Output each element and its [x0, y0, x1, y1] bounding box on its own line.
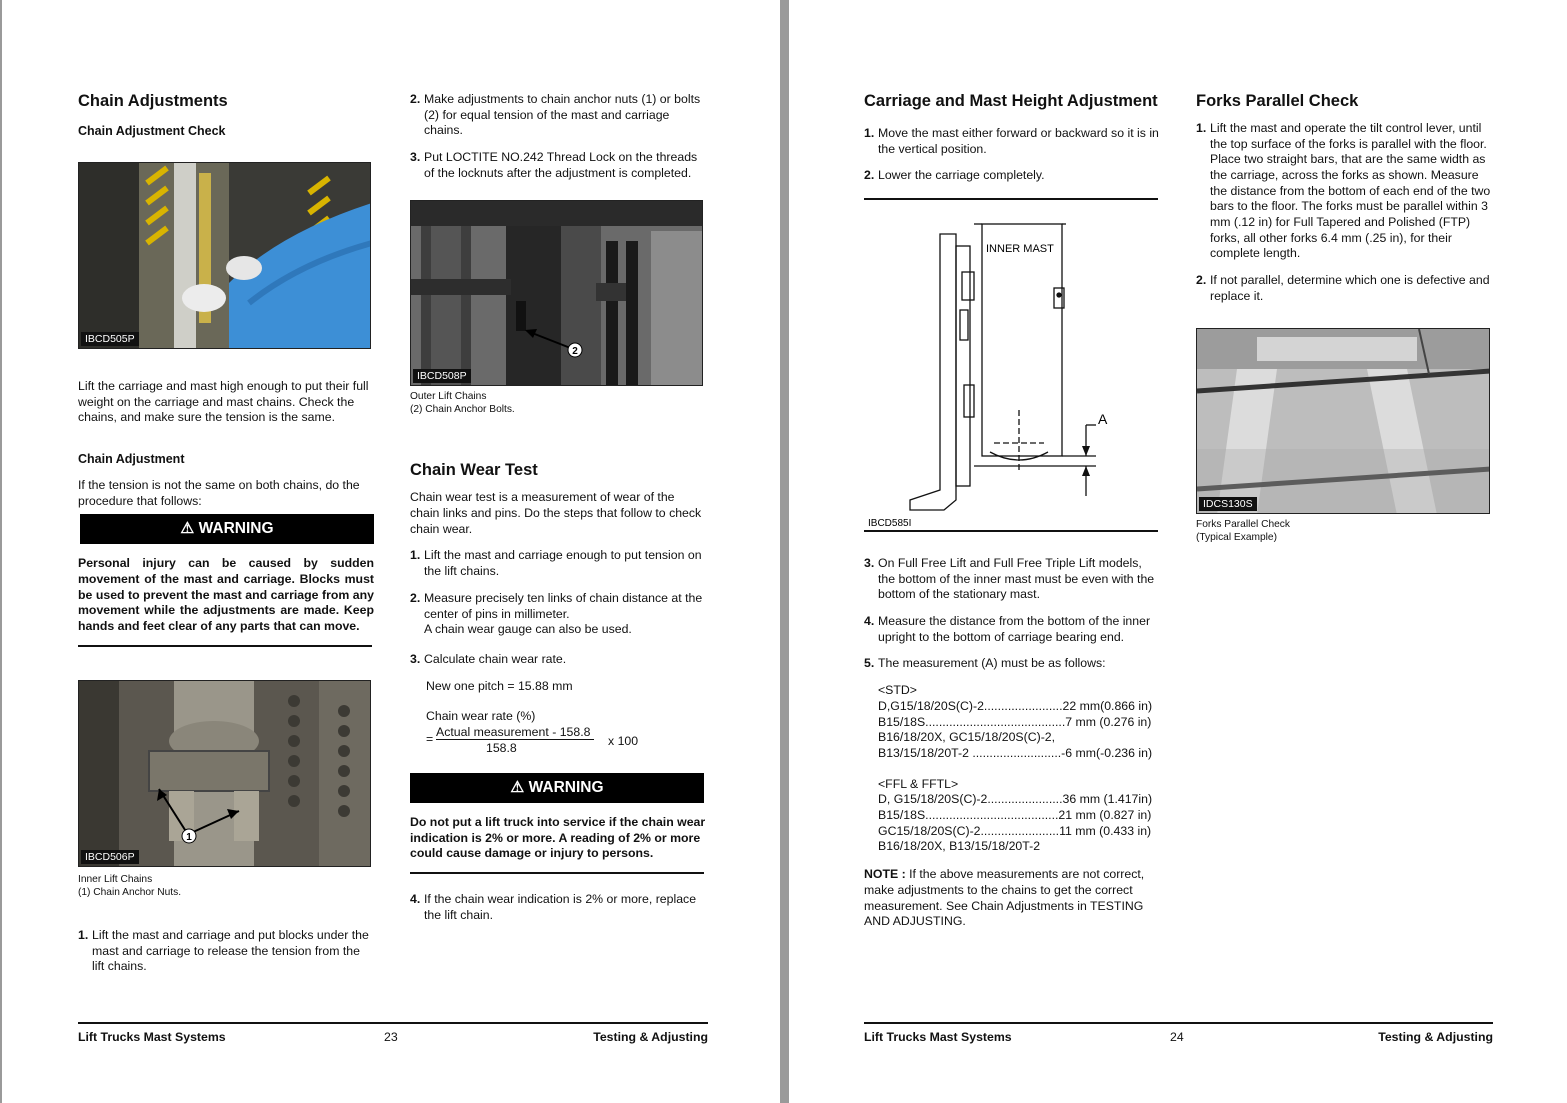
outer-lift-chains-image [411, 201, 703, 386]
divider [78, 645, 372, 647]
diagram-label: INNER MAST [986, 242, 1054, 255]
step-number: 1. [864, 125, 875, 140]
list-item [1196, 121, 1492, 262]
list-item [1196, 273, 1492, 304]
step-text: Lift the mast and operate the tilt control lever, until the top surface of the forks is parallel with the floor. Place two straight bars, that are the same width as the carriage, across the forks as shown. Measure the distance from the bottom of each end of the two bars to the floor. The forks must be parallel within 3 mm (.12 in) for Full Tapered and Polished (FTP) forks, all other forks 6.4 mm (.25 in), for their complete length. [1210, 120, 1491, 261]
left-column-1 [78, 92, 374, 986]
step-number: 2. [1196, 273, 1207, 288]
step-number: 4. [864, 614, 875, 629]
subsection-title: Chain Adjustment Check [78, 123, 226, 138]
page-number: 23 [384, 1030, 398, 1044]
step-list [864, 556, 1160, 672]
subsection-title: Chain Adjustment [78, 451, 185, 466]
step-number: 3. [864, 555, 875, 570]
step-text: If the chain wear indication is 2% or more, replace the lift chain. [424, 892, 697, 922]
std-spec-block [864, 683, 1160, 762]
step-text: A chain wear gauge can also be used. [424, 622, 632, 637]
step-list [410, 548, 706, 667]
callout-number: 2 [572, 345, 578, 357]
warning-banner [80, 514, 374, 544]
spec-heading: <FFL & FFTL> [878, 776, 959, 791]
list-item [410, 652, 706, 668]
step-text: The measurement (A) must be as follows: [878, 656, 1106, 671]
warning-label: WARNING [198, 520, 274, 538]
spec-line: B16/18/20X, GC15/18/20S(C)-2, [878, 730, 1056, 745]
warning-banner [410, 773, 704, 803]
divider [864, 530, 1158, 532]
warning-label: WARNING [528, 779, 604, 797]
right-column-1 [864, 92, 1160, 930]
list-item [78, 928, 374, 975]
formula-equals: = [426, 732, 434, 747]
step-text: Put LOCTITE NO.242 Thread Lock on the threads of the locknuts after the adjustment is completed. [424, 150, 698, 180]
step-text: Measure the distance from the bottom of the inner upright to the bottom of carriage bearing end. [878, 614, 1151, 644]
spec-line: D, G15/18/20S(C)-2......................36 mm (1.417in) [878, 792, 1153, 807]
formula-denominator: 158.8 [486, 741, 517, 756]
list-item [410, 548, 706, 579]
step-number: 2. [410, 92, 421, 106]
step-text: Make adjustments to chain anchor nuts (1) or bolts (2) for equal tension of the mast and carriage chains. [424, 92, 701, 138]
list-item [410, 92, 706, 139]
dimension-label: A [1098, 410, 1108, 427]
step-list [864, 126, 1160, 184]
step-number: 5. [864, 656, 875, 671]
step-text: Lower the carriage completely. [878, 168, 1045, 183]
chain-check-image [79, 163, 371, 349]
mast-diagram-drawing [864, 200, 1158, 530]
warning-icon: ⚠ [180, 520, 195, 538]
warning-icon: ⚠ [510, 779, 525, 797]
caption-line: Inner Lift Chains [78, 873, 153, 885]
photo-tag: IBCD506P [81, 850, 139, 864]
note-label: NOTE : [864, 867, 906, 882]
outer-lift-chains-photo [410, 200, 703, 386]
step-list [410, 92, 706, 182]
list-item [864, 556, 1160, 603]
pitch-value: New one pitch = 15.88 mm [426, 678, 573, 693]
inner-lift-chains-image [79, 681, 371, 867]
footer-title: Lift Trucks Mast Systems [864, 1030, 1012, 1044]
step-number: 2. [864, 168, 875, 183]
forks-parallel-photo [1196, 328, 1490, 514]
section-title: Carriage and Mast Height Adjustment [864, 92, 1158, 110]
paragraph: Chain wear test is a measurement of wear of the chain links and pins. Do the steps that follow to check chain wear. [410, 490, 702, 536]
left-column-2 [410, 92, 706, 935]
step-list [1196, 121, 1492, 305]
diagram-tag: IBCD585I [868, 517, 912, 529]
caption-line: (Typical Example) [1196, 532, 1277, 544]
footer-section: Testing & Adjusting [1378, 1030, 1493, 1044]
wear-formula [410, 725, 706, 765]
formula-numerator: Actual measurement - 158.8 [436, 725, 594, 740]
step-number: 1. [78, 927, 89, 942]
page-number: 24 [1170, 1030, 1184, 1044]
caption-line: (2) Chain Anchor Bolts. [410, 404, 515, 416]
list-item [410, 150, 706, 181]
note-text: If the above measurements are not correct, make adjustments to the chains to get the correct measurement. See Chain Adjustments in TESTING AND ADJUSTING. [864, 867, 1145, 929]
footer-section: Testing & Adjusting [593, 1030, 708, 1044]
spec-line: B13/15/18/20T-2 ..........................-6 mm(-0.236 in) [878, 745, 1153, 760]
inner-lift-chains-photo [78, 680, 371, 867]
step-text: Lift the mast and carriage enough to put tension on the lift chains. [424, 548, 702, 579]
forks-parallel-image [1197, 329, 1490, 514]
caption-line: (1) Chain Anchor Nuts. [78, 887, 182, 899]
step-number: 1. [1196, 120, 1207, 135]
note-paragraph [864, 867, 1160, 930]
step-text: Lift the mast and carriage and put blocks under the mast and carriage to release the tension from the lift chains. [92, 927, 369, 974]
step-text: If not parallel, determine which one is defective and replace it. [1210, 273, 1490, 303]
step-list [410, 892, 706, 923]
photo-caption [78, 873, 374, 900]
formula-label: Chain wear rate (%) [426, 709, 536, 724]
step-number: 3. [410, 150, 421, 165]
photo-tag: IBCD508P [413, 369, 471, 383]
section-title: Forks Parallel Check [1196, 92, 1359, 110]
spec-line: GC15/18/20S(C)-2.......................11 mm (0.433 in) [878, 823, 1152, 838]
spec-line: B16/18/20X, B13/15/18/20T-2 [878, 839, 1041, 854]
paragraph: If the tension is not the same on both chains, do the procedure that follows: [78, 477, 360, 508]
footer-title: Lift Trucks Mast Systems [78, 1030, 226, 1044]
step-list [78, 928, 374, 975]
left-page [2, 0, 780, 1103]
warning-text: Personal injury can be caused by sudden movement of the mast and carriage. Blocks must be used to prevent the mast and carriage from any movement while the adjustments are made. Keep hands and feet clear of any parts that can move. [78, 556, 374, 634]
photo-caption [410, 390, 706, 417]
spec-line: D,G15/18/20S(C)-2.......................22 mm(0.866 in) [878, 698, 1153, 713]
spec-line: B15/18S.........................................7 mm (0.276 in) [878, 714, 1152, 729]
section-title: Chain Adjustments [78, 92, 228, 110]
list-item [410, 892, 706, 923]
list-item [864, 614, 1160, 645]
step-number: 4. [410, 892, 421, 907]
page-footer [864, 1022, 1493, 1046]
step-text: On Full Free Lift and Full Free Triple Lift models, the bottom of the inner mast must be even with the bottom of the stationary mast. [878, 555, 1155, 602]
warning-text: Do not put a lift truck into service if the chain wear indication is 2% or more. A reading of 2% or more could cause damage or injury to persons. [410, 815, 706, 861]
photo-caption [1196, 518, 1492, 545]
list-item [864, 126, 1160, 157]
step-text: Move the mast either forward or backward so it is in the vertical position. [878, 125, 1159, 156]
step-number: 2. [410, 590, 421, 605]
step-number: 1. [410, 548, 421, 563]
paragraph: Lift the carriage and mast high enough to put their full weight on the carriage and mast chains. Check the chains, and make sure the tension is the same. [78, 378, 369, 425]
list-item [864, 168, 1160, 184]
spec-heading: <STD> [878, 683, 917, 698]
list-item [410, 591, 706, 638]
caption-line: Outer Lift Chains [410, 390, 487, 402]
right-column-2 [1196, 92, 1492, 545]
ffl-spec-block [864, 777, 1160, 856]
right-page [789, 0, 1567, 1103]
page-footer [78, 1022, 708, 1046]
section-title: Chain Wear Test [410, 460, 538, 479]
callout-number: 1 [186, 831, 192, 843]
list-item [864, 656, 1160, 672]
step-text: Calculate chain wear rate. [424, 651, 567, 666]
step-number: 3. [410, 651, 421, 666]
step-text: Measure precisely ten links of chain distance at the center of pins in millimeter. [424, 590, 703, 621]
divider [410, 872, 704, 874]
photo-tag: IDCS130S [1199, 497, 1257, 511]
caption-line: Forks Parallel Check [1196, 518, 1290, 530]
spec-line: B15/18S.......................................21 mm (0.827 in) [878, 808, 1152, 823]
mast-height-diagram [864, 200, 1158, 530]
chain-check-photo [78, 162, 371, 349]
photo-tag: IBCD505P [81, 332, 139, 346]
formula-multiplier: x 100 [608, 734, 639, 749]
